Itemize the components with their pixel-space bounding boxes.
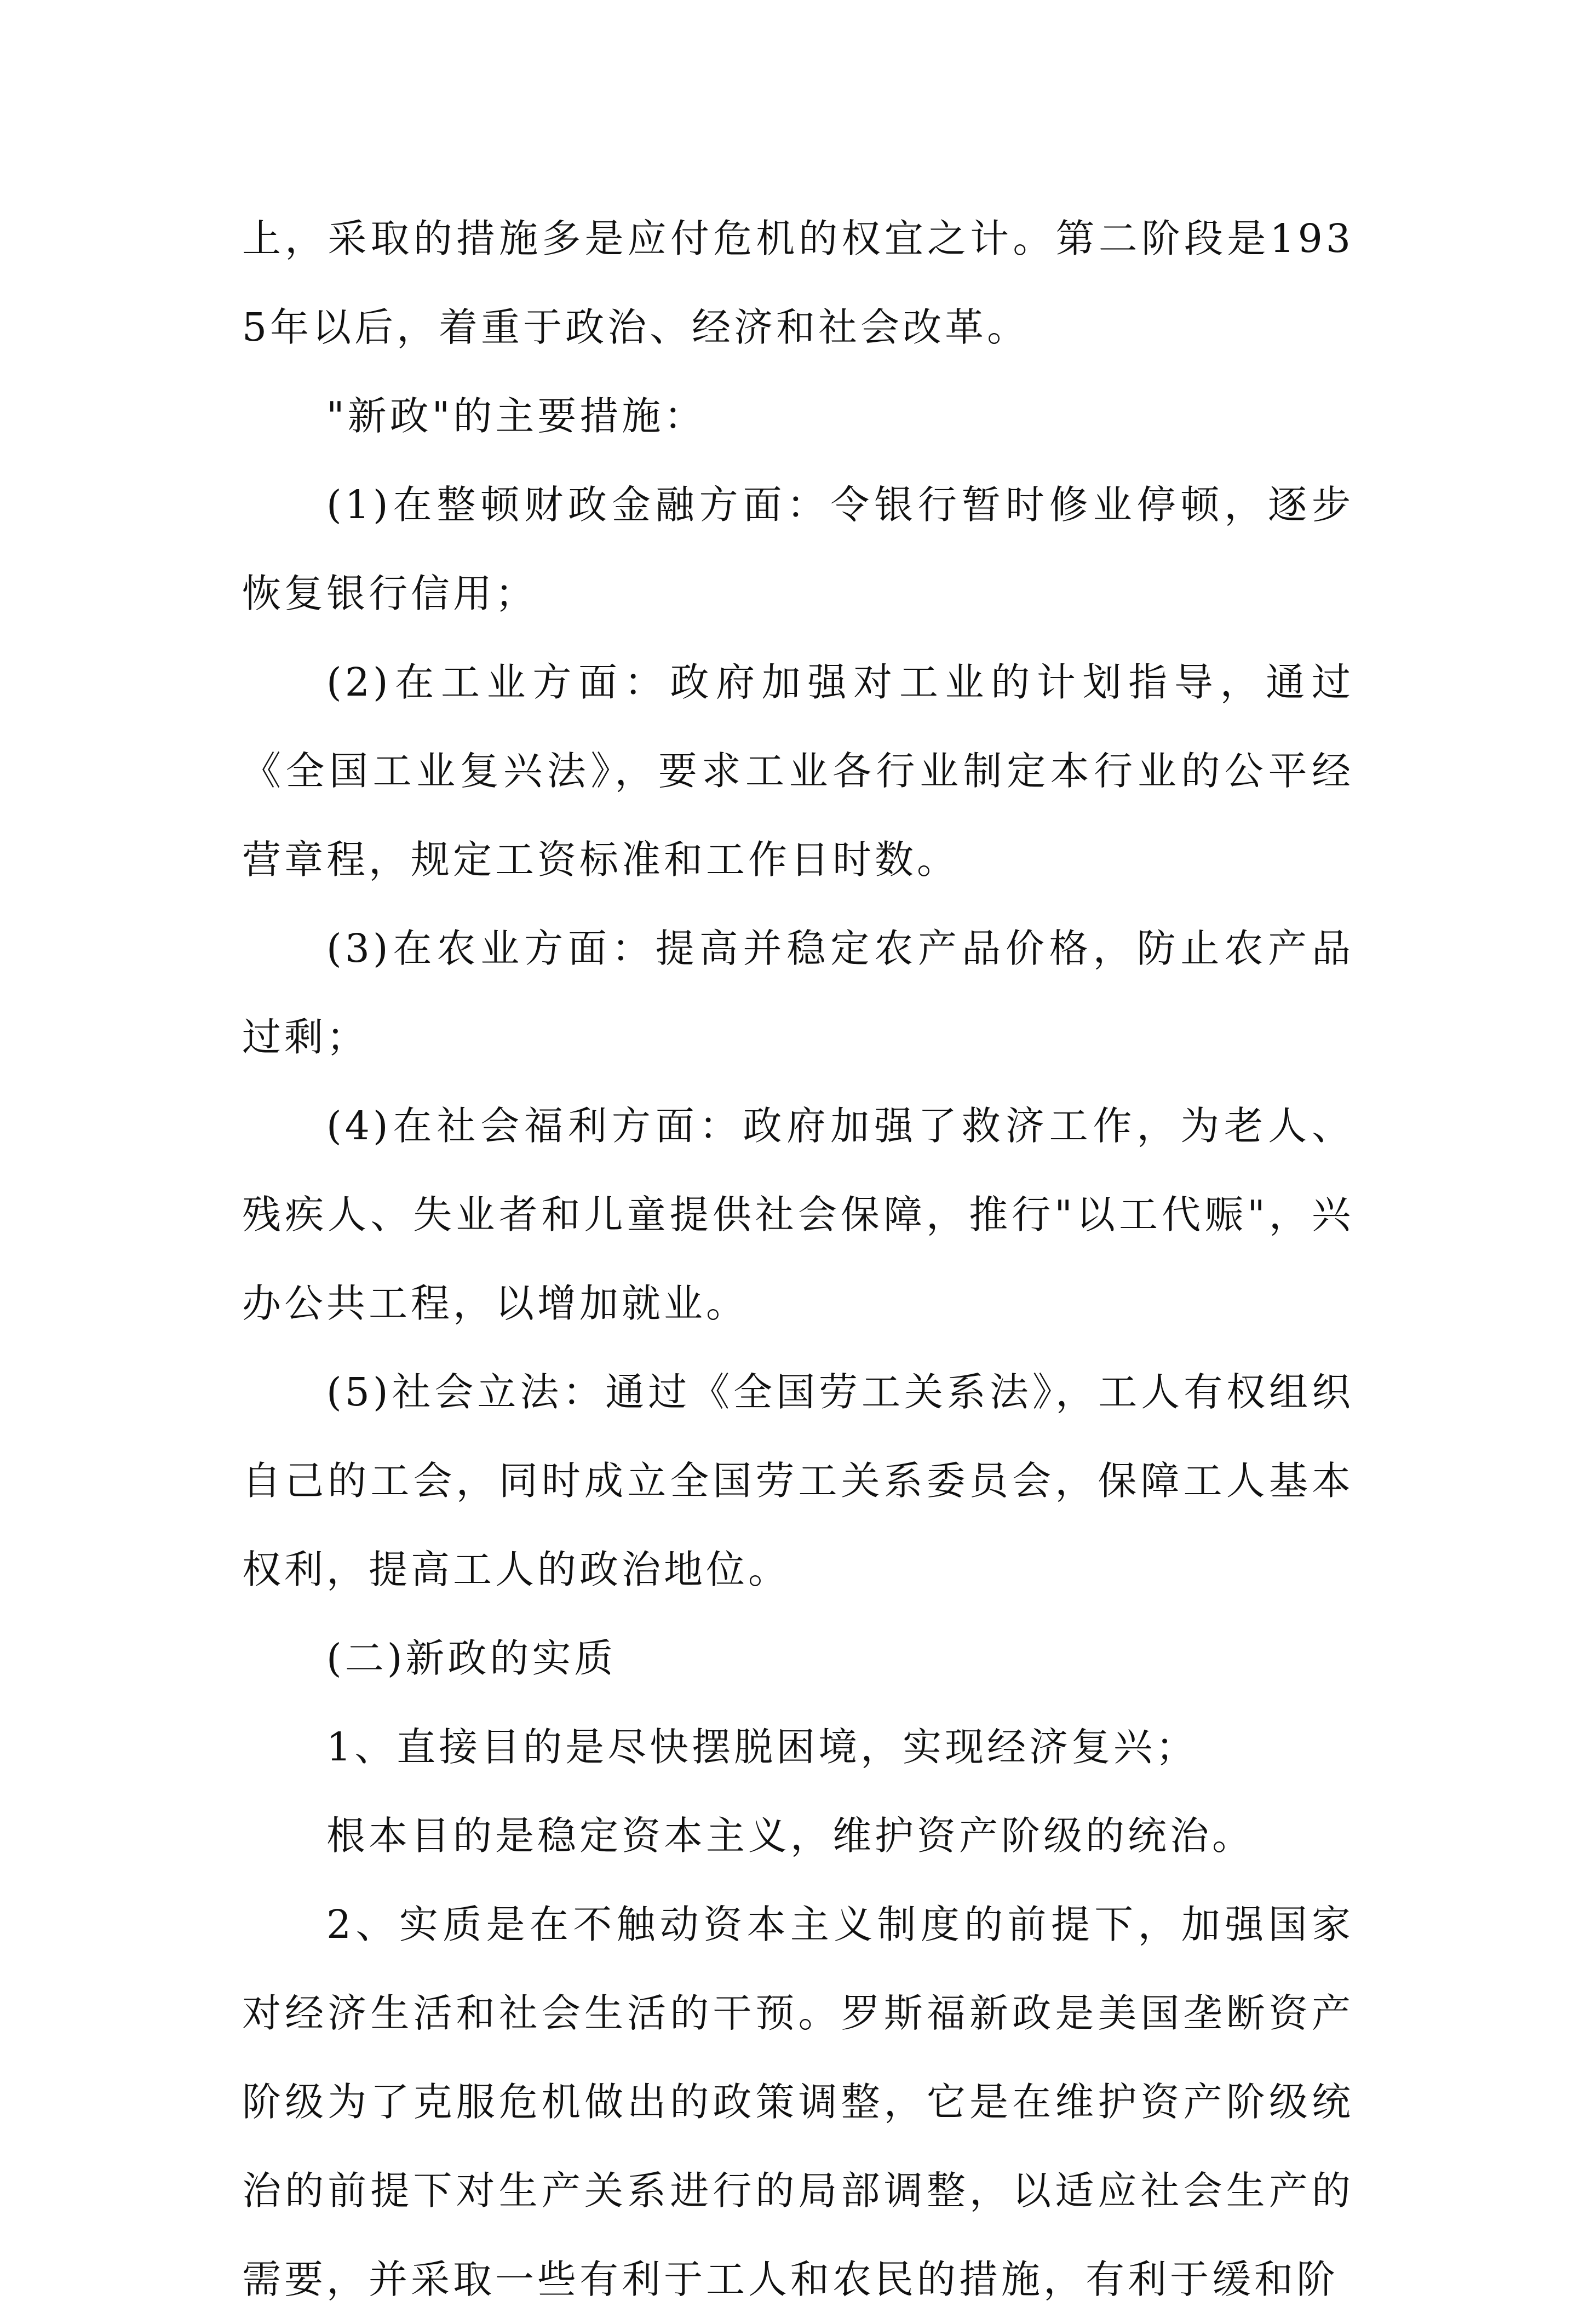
paragraph-social-legislation: (5)社会立法：通过《全国劳工关系法》，工人有权组织自己的工会，同时成立全国劳工关系委员会，保障工人基本权利，提高工人的政治地位。 (242, 1369, 1354, 1592)
document-body (242, 194, 1354, 2324)
section-heading-essence: (二)新政的实质 (326, 1636, 617, 1681)
paragraph-new-deal-measures-heading: "新政"的主要措施： (326, 393, 707, 439)
paragraph-direct-purpose: 1、直接目的是尽快摆脱困境，实现经济复兴； (326, 1724, 1198, 1770)
paragraph-continuation: 上，采取的措施多是应付危机的权宜之计。第二阶段是1935年以后，着重于政治、经济和社会改革。 (242, 216, 1354, 350)
paragraph-finance-measure: (1)在整顿财政金融方面：令银行暂时修业停顿，逐步恢复银行信用； (242, 482, 1354, 616)
paragraph-essence: 2、实质是在不触动资本主义制度的前提下，加强国家对经济生活和社会生活的干预。罗斯福新政是美国垄断资产阶级为了克服危机做出的政策调整，它是在维护资产阶级统治的前提下对生产关系进行的局部调整，以适应社会生产的需要，并采取一些有利于工人和农民的措施，有利于缓和阶 (242, 1902, 1354, 2302)
paragraph-fundamental-purpose: 根本目的是稳定资本主义，维护资产阶级的统治。 (326, 1813, 1255, 1858)
paragraph-agriculture-measure: (3)在农业方面：提高并稳定农产品价格，防止农产品过剩； (242, 926, 1354, 1060)
paragraph-welfare-measure: (4)在社会福利方面：政府加强了救济工作，为老人、残疾人、失业者和儿童提供社会保障，推行"以工代赈"，兴办公共工程，以增加就业。 (242, 1103, 1354, 1326)
paragraph-industry-measure: (2)在工业方面：政府加强对工业的计划指导，通过《全国工业复兴法》，要求工业各行业制定本行业的公平经营章程，规定工资标准和工作日时数。 (242, 659, 1354, 882)
